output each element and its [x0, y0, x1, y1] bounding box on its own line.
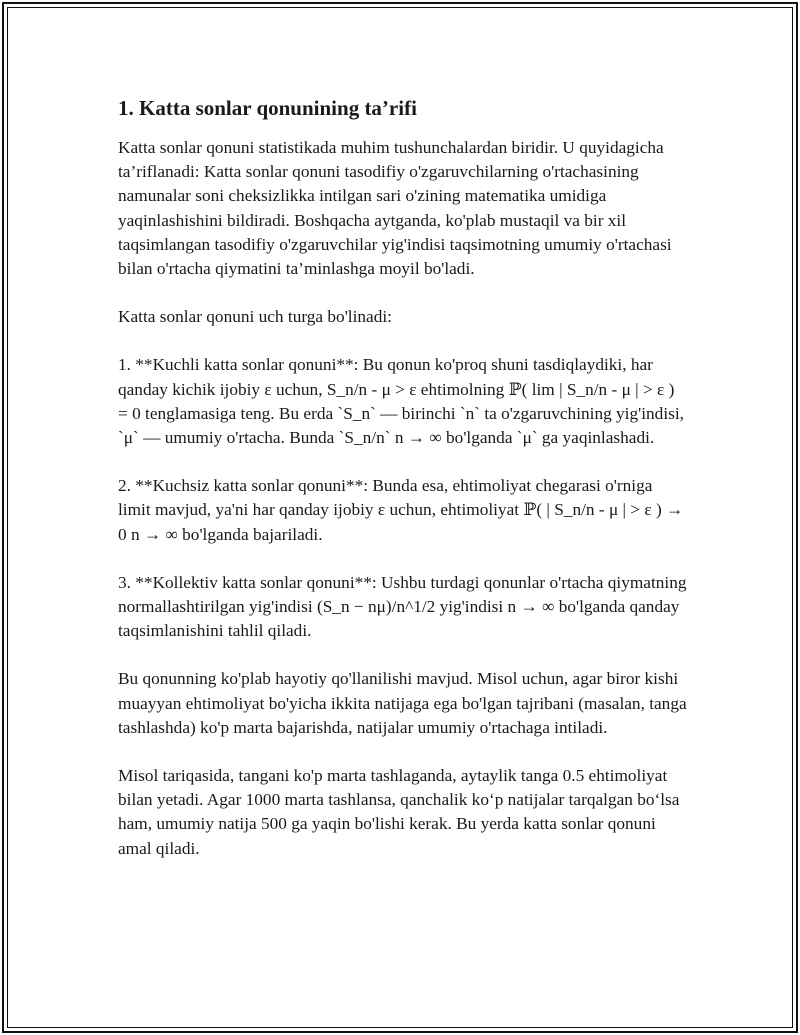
document-body	[118, 94, 688, 885]
paragraph-definition: Katta sonlar qonuni statistikada muhim tushunchalardan biridir. U quyidagicha ta’riflanadi: Katta sonlar qonuni tasodifiy o'zgaruvchilarning o'rtachasining namunalar soni cheksizlikka intilgan sari o'zining matematika umidiga yaqinlashishini bildiradi. Boshqacha aytganda, ko'plab mustaqil va bir xil taqsimlangan tasodifiy o'zgaruvchilar yig'indisi taqsimotning umumiy o'rtachasi bilan o'rtacha qiymatini ta’minlashga moyil bo'ladi.	[118, 138, 672, 279]
paragraph-types-intro: Katta sonlar qonuni uch turga bo'linadi:	[118, 307, 392, 327]
paragraph-collective-law: 3. **Kollektiv katta sonlar qonuni**: Ushbu turdagi qonunlar o'rtacha qiymatning normallashtirilgan yig'indisi (S_n − nμ)/n^1/2 yig'indisi n → ∞ bo'lganda qanday taqsimlanishini tahlil qiladi.	[118, 572, 687, 641]
paragraph-strong-law: 1. **Kuchli katta sonlar qonuni**: Bu qonun ko'proq shuni tasdiqlaydiki, har qanday kichik ijobiy ε uchun, S_n/n - μ > ε ehtimolning ℙ( lim | S_n/n - μ | > ε ) = 0 tenglamasiga teng. Bu erda `S_n` — birinchi `n` ta o'zgaruvchining yig'indisi, `μ` — umumiy o'rtacha. Bunda `S_n/n` n → ∞ bo'lganda `μ` ga yaqinlashadi.	[118, 355, 684, 448]
paragraph-example: Misol tariqasida, tangani ko'p marta tashlaganda, aytaylik tanga 0.5 ehtimoliyat bilan yetadi. Agar 1000 marta tashlansa, qanchalik ko‘p natijalar tarqalgan bo‘lsa ham, umumiy natija 500 ga yaqin bo'lishi kerak. Bu yerda katta sonlar qonuni amal qiladi.	[118, 766, 680, 858]
section-heading: 1. Katta sonlar qonunining ta’rifi	[118, 96, 417, 120]
paragraph-weak-law: 2. **Kuchsiz katta sonlar qonuni**: Bunda esa, ehtimoliyat chegarasi o'rniga limit mavjud, ya'ni har qanday ijobiy ε uchun, ehtimoliyat ℙ( | S_n/n - μ | > ε ) → 0 n → ∞ bo'lganda bajariladi.	[118, 476, 684, 544]
paragraph-applications: Bu qonunning ko'plab hayotiy qo'llanilishi mavjud. Misol uchun, agar biror kishi muayyan ehtimoliyat bo'yicha ikkita natijaga ega bo'lgan tajribani (masalan, tanga tashlashda) ko'p marta bajarishda, natijalar umumiy o'rtachaga intiladi.	[118, 669, 687, 737]
